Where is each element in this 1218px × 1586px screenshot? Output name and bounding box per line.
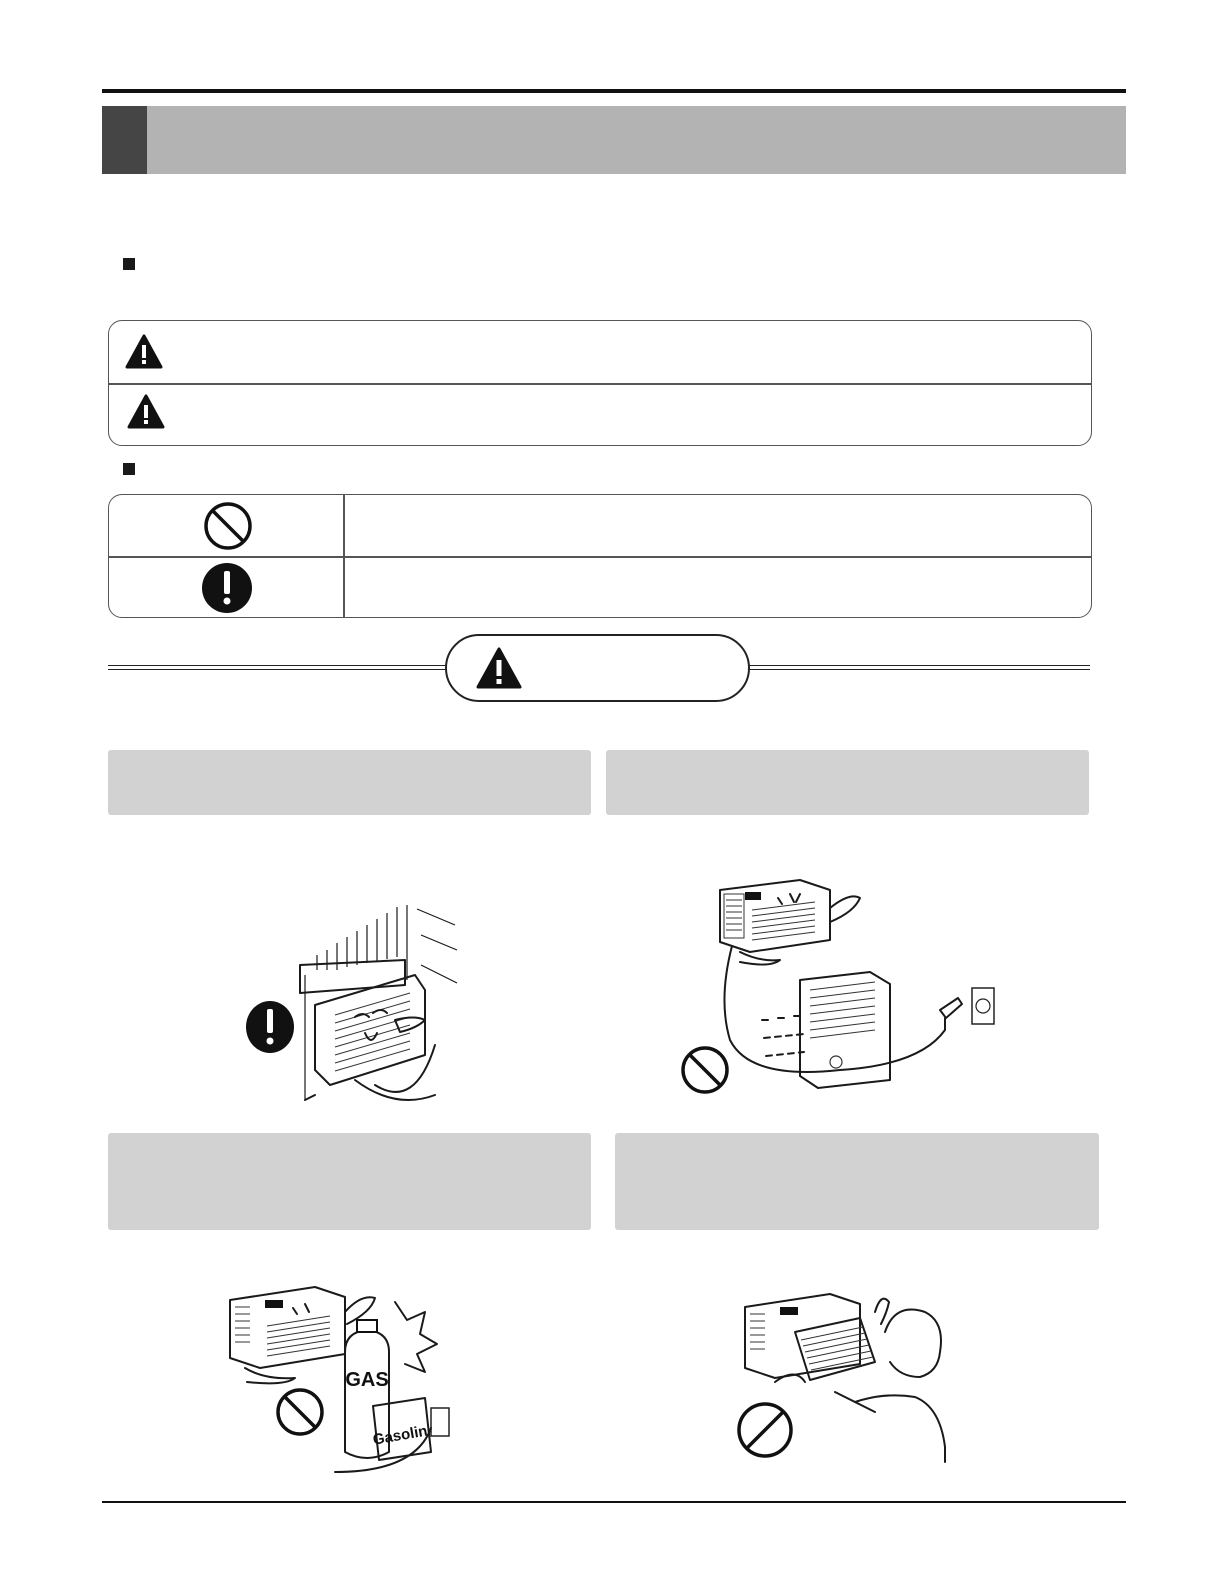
section-header-band — [102, 106, 1126, 174]
bullet-square — [123, 463, 135, 475]
illustration-panel-removal — [735, 1282, 975, 1482]
instruction-panel-4 — [615, 1133, 1099, 1230]
prohibition-circle-icon — [202, 500, 254, 552]
symbol-legend-column-divider — [343, 495, 345, 617]
top-rule — [102, 89, 1126, 93]
section-header-tab — [102, 106, 147, 174]
illustration-heater-near-cord — [690, 880, 1000, 1105]
gasoline-label: Gasolin — [371, 1422, 429, 1449]
instruction-panel-2 — [606, 750, 1089, 815]
instruction-panel-1 — [108, 750, 591, 815]
symbol-legend-divider — [109, 556, 1091, 558]
bullet-square — [123, 258, 135, 270]
bottom-rule — [102, 1501, 1126, 1503]
warning-triangle-icon — [127, 394, 165, 430]
instruction-panel-3 — [108, 1133, 591, 1230]
warning-divider-right — [748, 665, 1090, 670]
illustration-window-installation — [245, 905, 475, 1115]
warning-triangle-icon — [476, 647, 522, 689]
gas-label: GAS — [345, 1369, 389, 1391]
illustration-flammable-gas — [225, 1282, 480, 1477]
warning-divider-left — [108, 665, 446, 670]
warning-triangle-icon — [125, 334, 163, 370]
legend-divider — [109, 383, 1091, 385]
exclamation-circle-icon — [201, 562, 253, 614]
